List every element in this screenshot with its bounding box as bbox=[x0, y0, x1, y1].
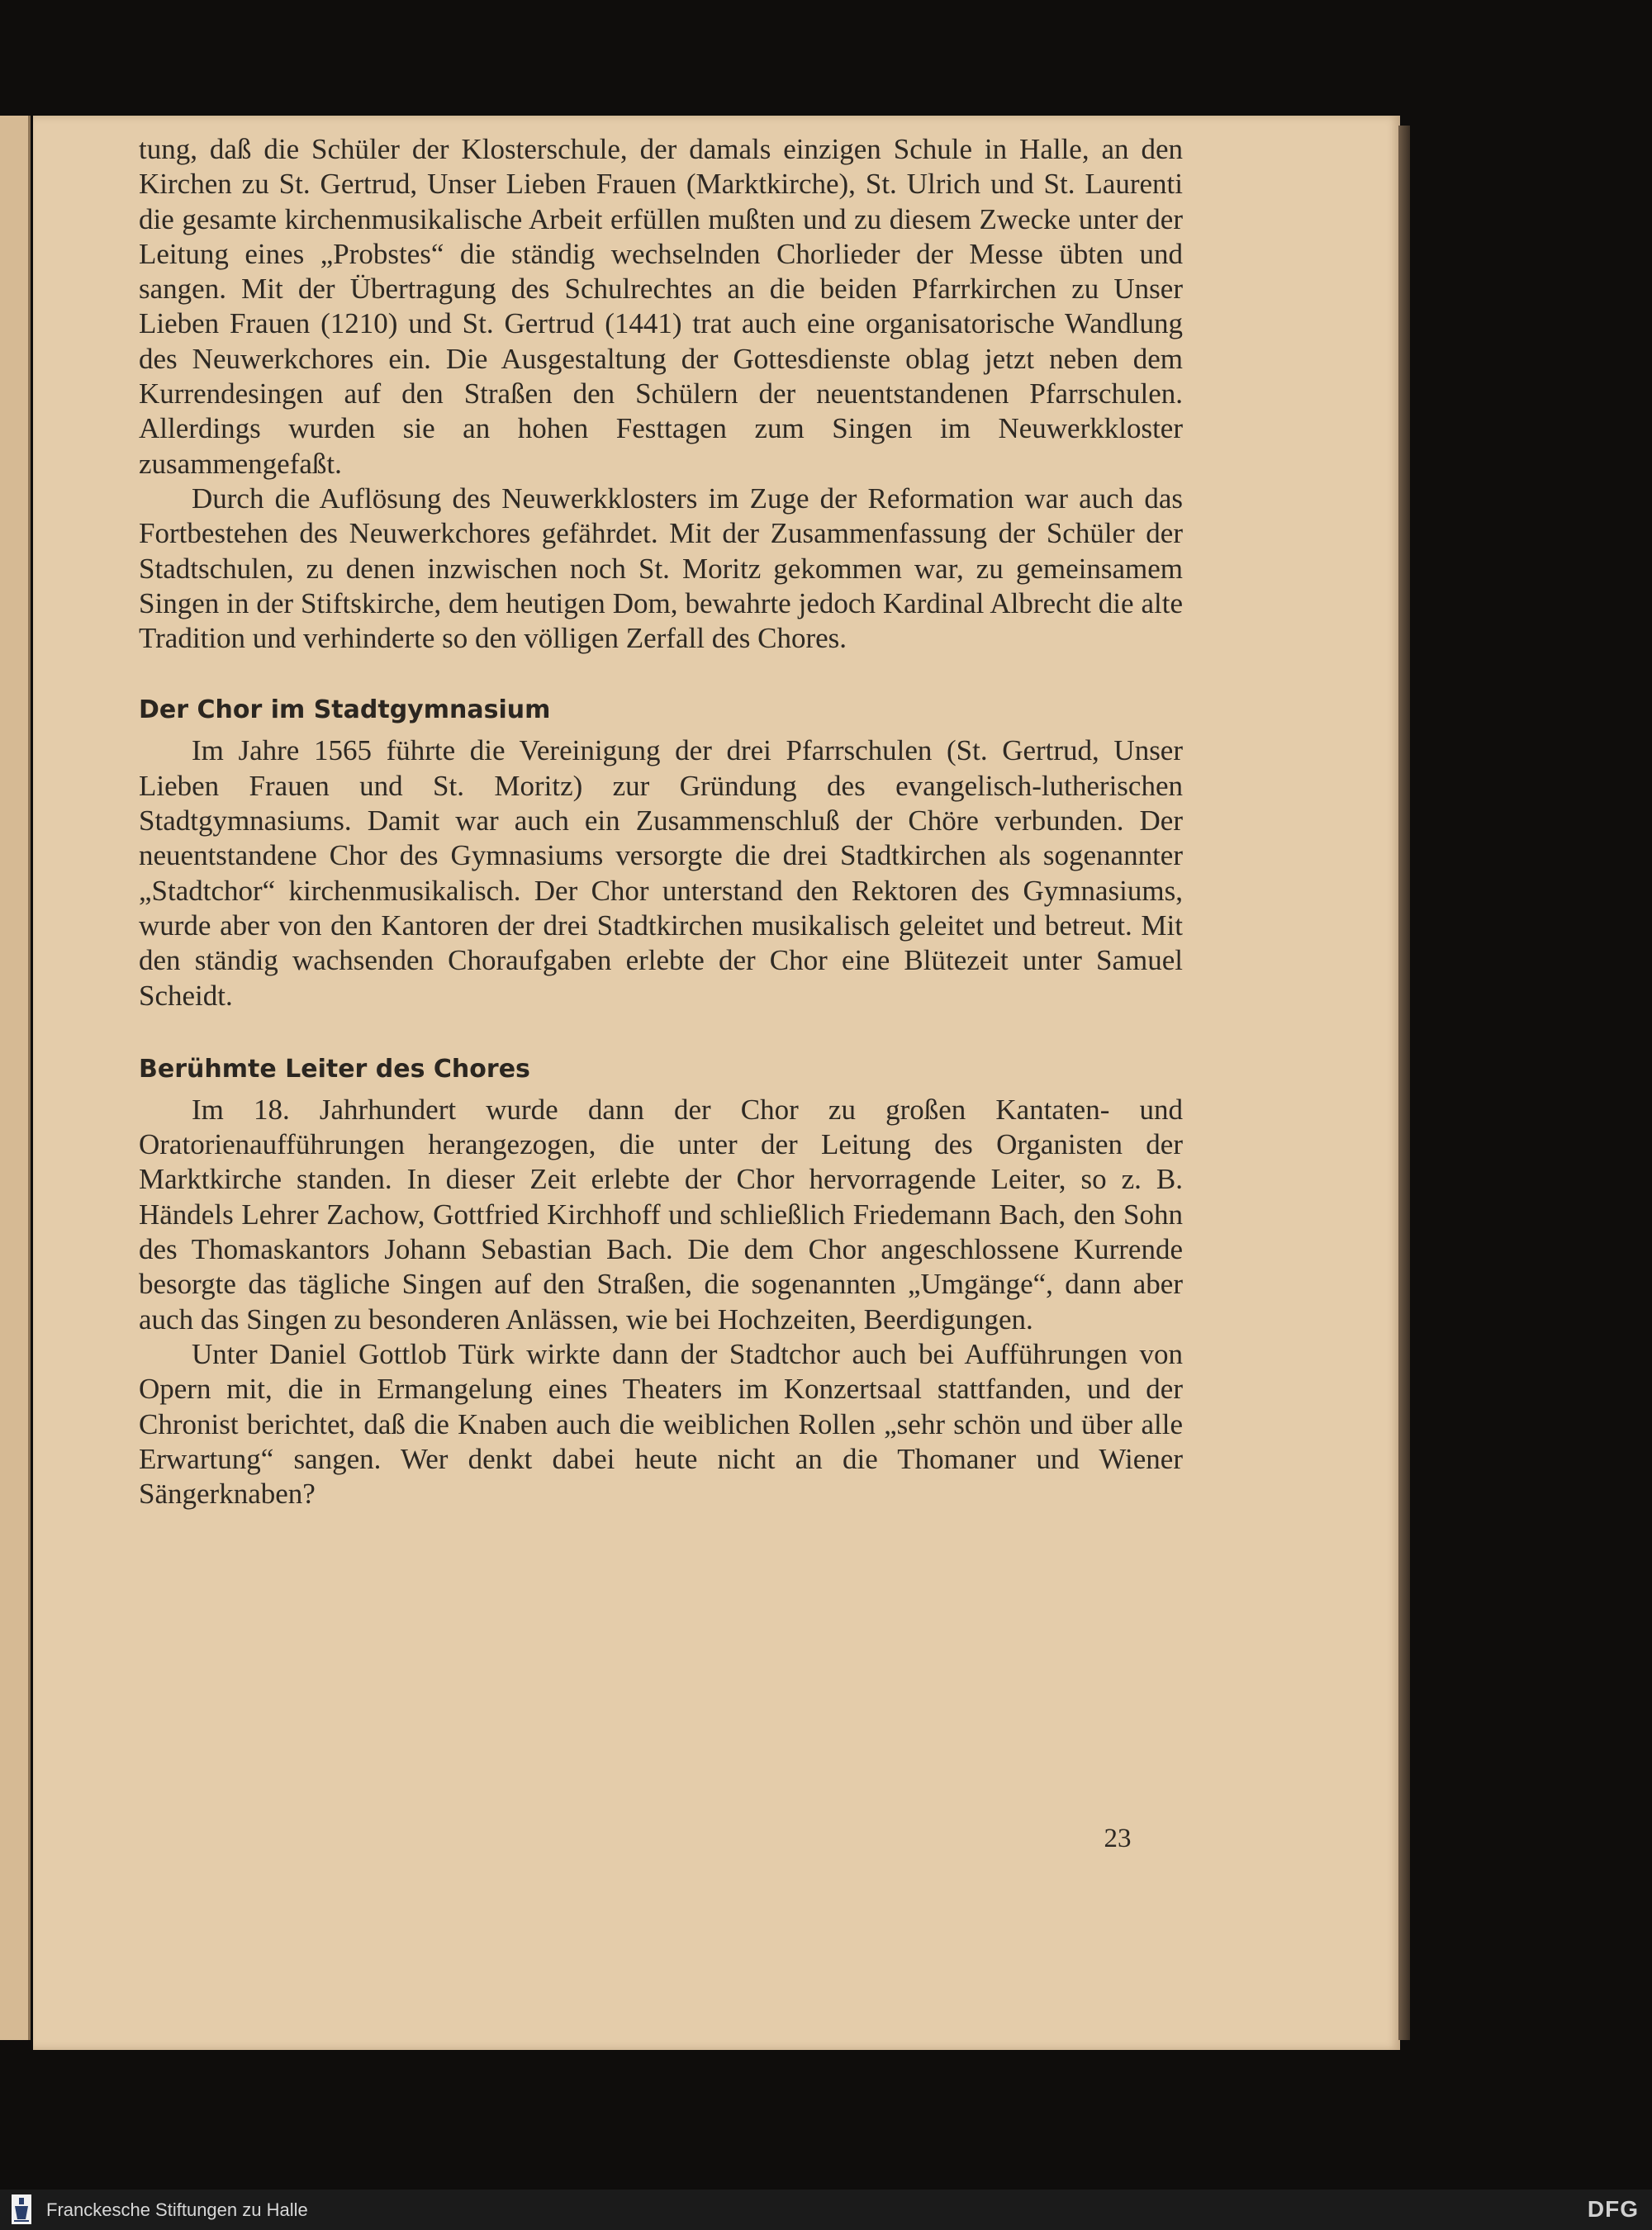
paragraph-5: Unter Daniel Gottlob Türk wirkte dann der Stadtchor auch bei Aufführungen von Opern mit, die in Ermangelung eines Theaters im Konzertsaal stattfanden, und der Chronist berichtet, daß die Knaben auch die weiblichen Rollen „sehr schön und über alle Erwartung“ sangen. Wer denkt dabei heute nicht an die Thomaner und Wiener Sängerknaben? bbox=[139, 1337, 1183, 1511]
page-edge-shadow bbox=[1398, 126, 1410, 2040]
section-heading-leiter: Berühmte Leiter des Chores bbox=[139, 1054, 530, 1084]
left-page-edge bbox=[0, 116, 31, 2040]
page-text bbox=[139, 132, 1183, 1511]
section-heading-stadtgymnasium: Der Chor im Stadtgymnasium bbox=[139, 695, 551, 725]
paragraph-1: tung, daß die Schüler der Klosterschule, der damals einzigen Schule in Halle, an den Kirchen zu St. Gertrud, Unser Lieben Frauen (Marktkirche), St. Ulrich und St. Laurenti die gesamte kirchenmusikalische Arbeit erfüllen mußten und zu diesem Zwecke unter der Leitung eines „Probstes“ die ständig wechselnden Chorlieder der Messe übten und sangen. Mit der Übertragung des Schulrechtes an die beiden Pfarrkirchen zu Unser Lieben Frauen (1210) und St. Gertrud (1441) trat auch eine organisatorische Wandlung des Neuwerkchores ein. Die Ausgestaltung der Gottesdienste oblag jetzt neben dem Kurrendesingen auf den Straßen den Schülern der neuentstandenen Pfarrschulen. Allerdings wurden sie an hohen Festtagen zum Singen im Neuwerkkloster zusammengefaßt. bbox=[139, 133, 1183, 480]
franckesche-stiftungen-logo-icon[interactable] bbox=[12, 2194, 31, 2224]
paragraph-2: Durch die Auflösung des Neuwerkklosters im Zuge der Reformation war auch das Fortbestehen des Neuwerkchores gefährdet. Mit der Zusammenfassung der Schüler der Stadtschulen, zu denen inzwischen noch St. Moritz gekommen war, zu gemeinsamem Singen in der Stiftskirche, dem heutigen Dom, bewahrte jedoch Kardinal Albrecht die alte Tradition und verhinderte so den völligen Zerfall des Chores. bbox=[139, 482, 1183, 655]
paragraph-3: Im Jahre 1565 führte die Vereinigung der drei Pfarrschulen (St. Gertrud, Unser Lieben Frauen und St. Moritz) zur Gründung des evangelisch-lutherischen Stadtgymnasiums. Damit war auch ein Zusammenschluß der Chöre verbunden. Der neuentstandene Chor des Gymnasiums versorgte die drei Stadtkirchen als sogenannter „Stadtchor“ kirchenmusikalisch. Der Chor unterstand den Rektoren des Gymnasiums, wurde aber von den Kantoren der drei Stadtkirchen musikalisch geleitet und betreut. Mit den ständig wachsenden Choraufgaben erlebte der Chor eine Blütezeit unter Samuel Scheidt. bbox=[139, 734, 1183, 1012]
footer-bar bbox=[0, 2190, 1652, 2230]
footer-institution-link[interactable]: Franckesche Stiftungen zu Halle bbox=[46, 2199, 308, 2220]
page-number: 23 bbox=[1104, 1824, 1132, 1853]
dfg-logo[interactable]: DFG bbox=[1587, 2196, 1639, 2222]
paragraph-4: Im 18. Jahrhundert wurde dann der Chor zu großen Kantaten- und Oratorienaufführungen herangezogen, die unter der Leitung des Organisten der Marktkirche standen. In dieser Zeit erlebte der Chor hervorragende Leiter, so z. B. Händels Lehrer Zachow, Gottfried Kirchhoff und schließlich Friedemann Bach, den Sohn des Thomaskantors Johann Sebastian Bach. Die dem Chor angeschlossene Kurrende besorgte das tägliche Singen auf den Straßen, die sogenannten „Umgänge“, dann aber auch das Singen zu besonderen Anlässen, wie bei Hochzeiten, Beerdigungen. bbox=[139, 1093, 1183, 1336]
